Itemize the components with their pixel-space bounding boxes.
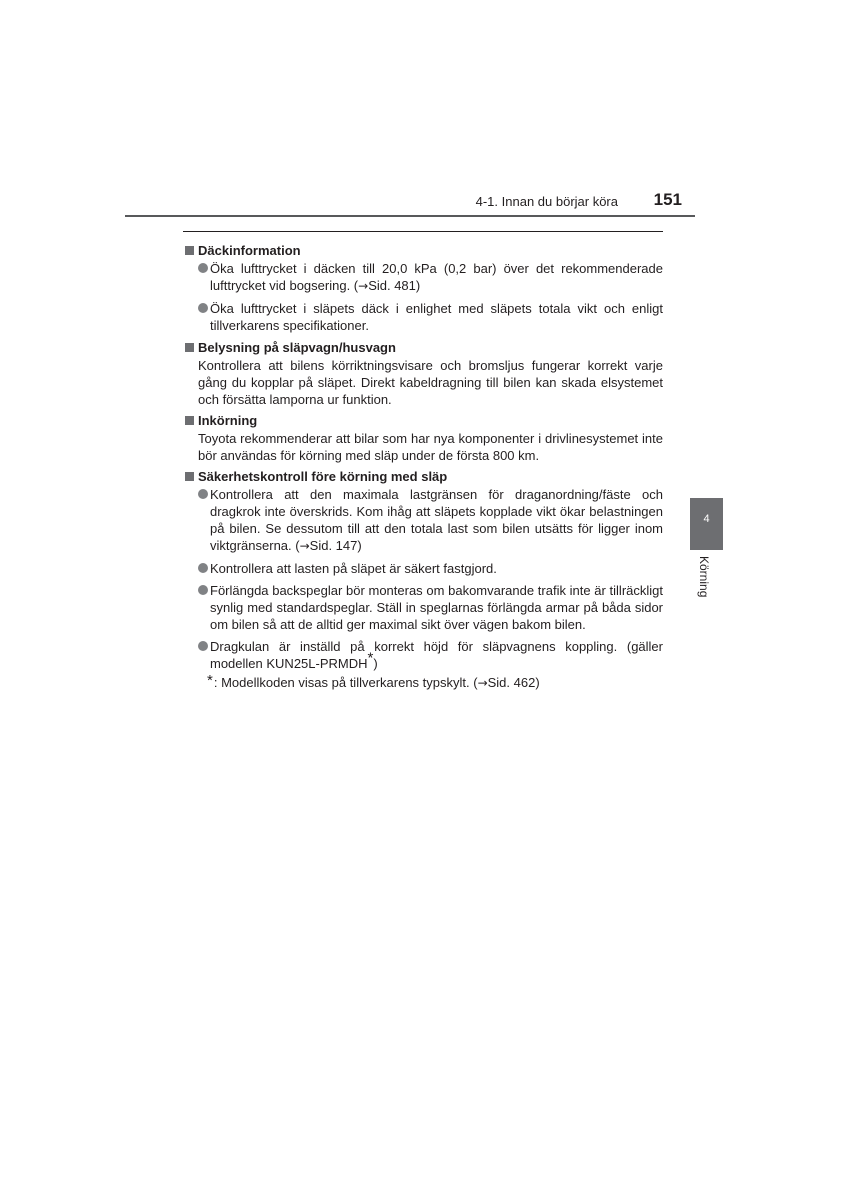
circle-bullet-icon — [198, 489, 208, 499]
circle-bullet-icon — [198, 563, 208, 573]
page-reference[interactable]: Sid. 481) — [368, 278, 421, 293]
header-rule — [125, 215, 695, 217]
bullet-text: Dragkulan är inställd på korrekt höjd för släpvagnens koppling. (gäller modellen KUN25L-PRMDH — [210, 639, 663, 671]
section-tires — [185, 242, 663, 334]
chapter-title: Körning — [697, 556, 711, 598]
square-bullet-icon — [185, 343, 194, 352]
list-item — [198, 300, 663, 334]
bullet-text: Öka lufttrycket i släpets däck i enlighet med släpets totala vikt och enligt tillverkarens specifikationer. — [210, 301, 663, 333]
paragraph: Toyota rekommenderar att bilar som har nya komponenter i drivlinesystemet inte bör användas för körning med släp under de första 800 km. — [198, 431, 663, 463]
list-item — [198, 486, 663, 555]
arrow-right-icon: → — [358, 279, 369, 293]
section-break-in — [185, 412, 663, 464]
circle-bullet-icon — [198, 641, 208, 651]
section-heading — [185, 339, 663, 356]
heading-text: Belysning på släpvagn/husvagn — [198, 340, 396, 355]
footnote — [207, 674, 663, 692]
arrow-right-icon: → — [477, 676, 488, 690]
footnote-star: * — [207, 672, 213, 689]
bullet-text: Öka lufttrycket i däcken till 20,0 kPa (0,2 bar) över det rekommenderade lufttrycket vid bogsering. ( — [210, 261, 663, 293]
list-item — [198, 260, 663, 295]
heading-text: Säkerhetskontroll före körning med släp — [198, 469, 448, 484]
circle-bullet-icon — [198, 585, 208, 595]
bullet-text: Kontrollera att den maximala lastgränsen för draganordning/fäste och dragkrok inte överskrids. Kom ihåg att släpets kopplade vikt ökar belastningen på bilen. Se dessutom till att den totala last som bilen utsätts för ligger inom viktgränserna. ( — [210, 487, 663, 553]
page-number: 151 — [653, 190, 682, 209]
square-bullet-icon — [185, 472, 194, 481]
bullet-text-end: ) — [373, 656, 378, 671]
running-head — [0, 0, 848, 230]
page-body — [185, 238, 663, 696]
paragraph: Kontrollera att bilens körriktningsvisare och bromsljus fungerar korrekt varje gång du kopplar på släpet. Direkt kabeldragning till bilen kan skada elsystemet och försätta lamporna ur funktion. — [198, 358, 663, 407]
section-lighting — [185, 339, 663, 408]
section-heading — [185, 242, 663, 259]
circle-bullet-icon — [198, 303, 208, 313]
footnote-text: : Modellkoden visas på tillverkarens typskylt. ( — [213, 675, 478, 690]
square-bullet-icon — [185, 246, 194, 255]
list-item — [198, 560, 663, 577]
list-item — [198, 638, 663, 672]
chapter-tab[interactable]: 4 — [690, 498, 723, 550]
bullet-text: Kontrollera att lasten på släpet är säkert fastgjord. — [210, 561, 497, 576]
page-reference[interactable]: Sid. 147) — [309, 538, 362, 553]
heading-text: Inkörning — [198, 413, 258, 428]
section-label: 4-1. Innan du börjar köra — [475, 194, 618, 209]
chapter-label — [684, 556, 724, 606]
footnote-marker: * — [367, 649, 374, 667]
circle-bullet-icon — [198, 263, 208, 273]
section-heading — [185, 412, 663, 429]
section-safety-check — [185, 468, 663, 692]
bullet-text: Förlängda backspeglar bör monteras om bakomvarande trafik inte är tillräckligt synlig med standardspeglar. Ställ in speglarnas förlängda armar på båda sidor om bilen så att de alltid ger maximal sikt över vägen bakom bilen. — [210, 583, 663, 632]
heading-text: Däckinformation — [198, 243, 301, 258]
section-heading — [185, 468, 663, 485]
content-top-rule — [183, 231, 663, 232]
list-item — [198, 582, 663, 633]
arrow-right-icon: → — [299, 539, 310, 553]
square-bullet-icon — [185, 416, 194, 425]
page-reference[interactable]: Sid. 462) — [487, 675, 540, 690]
